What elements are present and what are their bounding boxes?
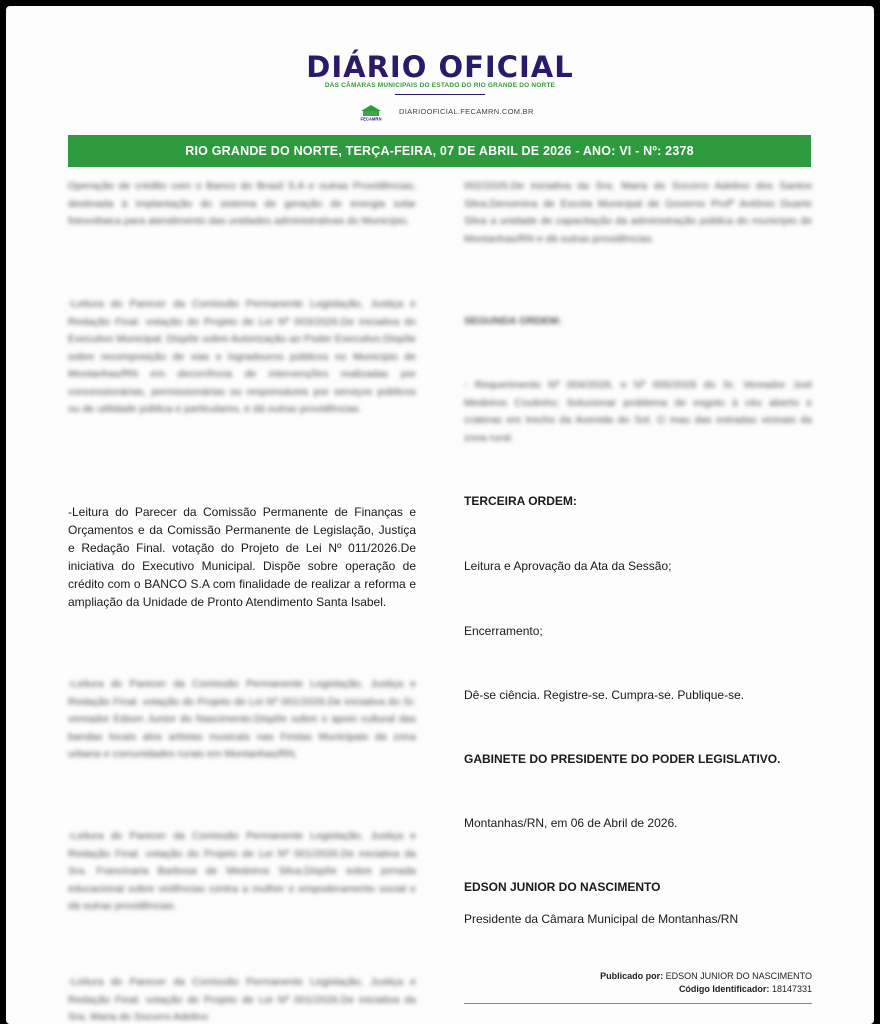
publication-info [464, 970, 812, 996]
masthead-divider [395, 94, 485, 95]
published-by-value: EDSON JUNIOR DO NASCIMENTO [665, 971, 812, 981]
agenda-item-ata: Leitura e Aprovação da Ata da Sessão; [464, 559, 672, 573]
identifier-label: Código Identificador: [678, 984, 770, 994]
blurred-paragraph: -Leitura do Parecer da Comissão Permanente Legislação, Justiça e Redação Final. votação do Projeto de Lei Nº 001/2026.De iniciativa da Sra. Francinaria Barbosa de Medeiros Silva.Dispõe sobre jornada educacional sobre violências contra a mulher e empoderamento social e dá outras providências. [68, 830, 416, 912]
masthead [6, 6, 874, 131]
document-page [6, 6, 874, 1024]
third-order-heading: TERCEIRA ORDEM: [464, 494, 577, 508]
identifier-line [464, 983, 812, 996]
blurred-paragraph: -Leitura do Parecer da Comissão Permanente Legislação, Justiça e Redação Final. votação do Projeto de Lei Nº 001/2026.De iniciativa da Sra. Maria do Socorro Adelino [68, 976, 416, 1023]
signer-name: EDSON JUNIOR DO NASCIMENTO [464, 880, 661, 894]
blurred-paragraph: -Leitura do Parecer da Comissão Permanente Legislação, Justiça e Redação Final. votação do Projeto de Lei Nº 003/2026.De iniciativa do Executivo Municipal. Dispõe sobre Autorização ao Poder Executivo.Dispõe sobre recomposição de vias e logradouros públicos no Município de Montanhas/RN em decorrência de intervenções realizadas por concessionárias, permissionárias ou responsáveis por serviços públicos ou de utilidade pública e particulares, e dá outras providências. [68, 298, 416, 415]
published-by-line [464, 970, 812, 983]
notice-line: Dê-se ciência. Registre-se. Cumpra-se. Publique-se. [464, 688, 745, 702]
fecamrn-logo [358, 102, 384, 122]
identifier-value: 18147331 [771, 984, 812, 994]
office-heading: GABINETE DO PRESIDENTE DO PODER LEGISLATIVO. [464, 752, 781, 766]
blurred-paragraph: 002/2026.De iniciativa da Sra. Maria do Socorro Adelino dos Santos Silva.Denomina de Escola Municipal de Governo Profº Antônio Duarte Silva a unidade de capacitação da administração pública do município de Montanhas/RN e dá outras providências. [464, 180, 812, 245]
blurred-paragraph: -Leitura do Parecer da Comissão Permanente Legislação, Justiça e Redação Final. votação do Projeto de Lei Nº 001/2026.De iniciativa do Sr. vereador Edson Junior do Nascimento.Dispõe sobre o apoio cultural das bandas locais alos artistas musicais nas Festas Municipais da zona urbana e comunidades rurais em Montanhas/RN. [68, 678, 416, 760]
blurred-heading: SEGUNDA ORDEM: [464, 315, 562, 327]
website-link[interactable]: DIARIOOFICIAL.FECAMRN.COM.BR [399, 107, 534, 116]
place-date: Montanhas/RN, em 06 de Abril de 2026. [464, 816, 678, 830]
published-by-label: Publicado por: [600, 971, 664, 981]
publication-subtitle: DAS CÂMARAS MUNICIPAIS DO ESTADO DO RIO GRANDE DO NORTE [324, 82, 556, 89]
blurred-paragraph: - Requerimento Nº 004/2026, e Nº 005/2026 do Sr. Vereador Joel Medeiros Coutinho; Solucionar problema de esgoto à céu aberto e crateras em trecho da Avenida do Sol. O mau das estradas vicinais da zona rural. [464, 379, 812, 444]
signer-role: Presidente da Câmara Municipal de Montanhas/RN [464, 912, 739, 926]
footer-divider [464, 1003, 812, 1004]
agenda-item-closing: Encerramento; [464, 624, 543, 638]
main-paragraph: -Leitura do Parecer da Comissão Permanente de Finanças e Orçamentos e da Comissão Permanente de Legislação, Justiça e Redação Final. votação do Projeto de Lei Nº 011/2026.De iniciativa do Executivo Municipal. Dispõe sobre operação de crédito com o BANCO S.A com finalidade de realizar a reforma e ampliação da Unidade de Pronto Atendimento Santa Isabel. [68, 505, 416, 609]
blurred-paragraph: Operação de crédito com o Banco do Brasil S.A e outras Providências, destinada à implantação do sistema de geração de energia solar fotovoltaica para atendimento das unidades administrativas do Município. [68, 180, 416, 227]
edition-banner: RIO GRANDE DO NORTE, TERÇA-FEIRA, 07 DE ABRIL DE 2026 - ANO: VI - Nº: 2378 [68, 135, 811, 167]
publication-title: DIÁRIO OFICIAL [306, 50, 574, 84]
logo-text: FECAMRN [360, 116, 382, 122]
